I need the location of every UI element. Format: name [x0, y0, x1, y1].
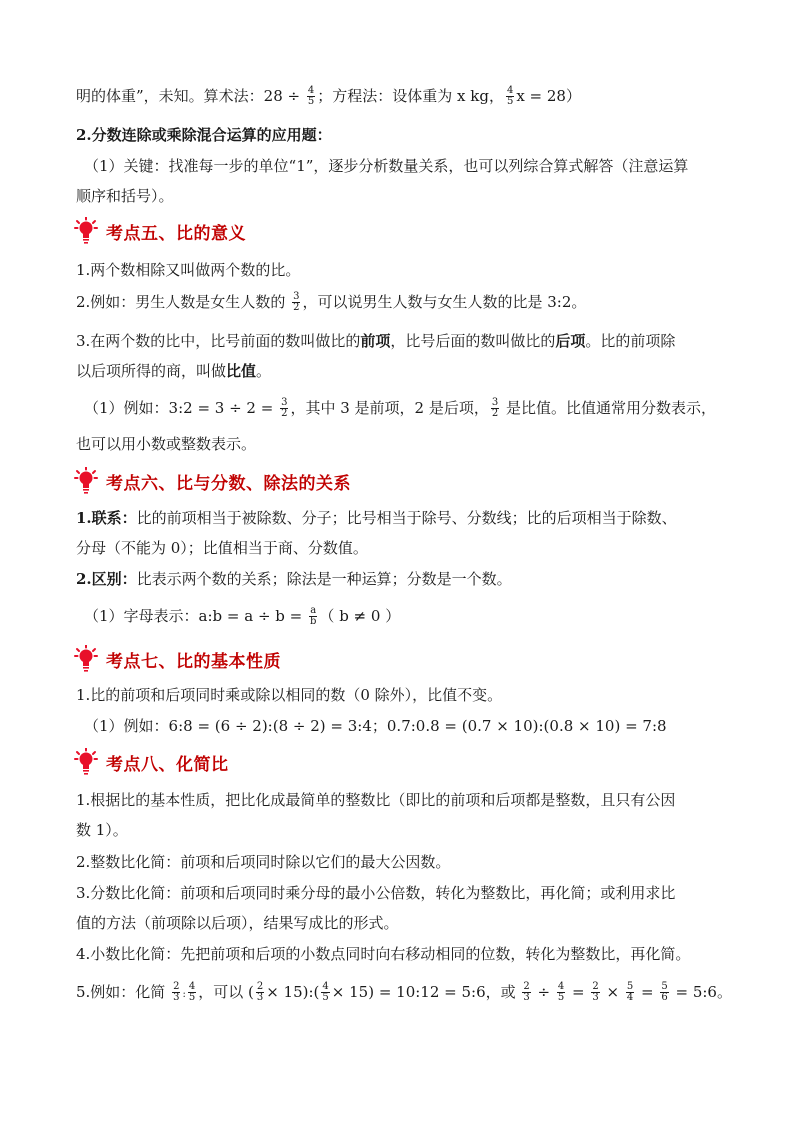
- text-line: 2.例如：男生人数是女生人数的 $\frac{3}{2}$ ，可以说男生人数与女生人数的比是 3:2。: [76, 290, 587, 313]
- heading-title: 考点五、比的意义: [106, 223, 246, 244]
- heading-title: 考点六、比与分数、除法的关系: [106, 473, 351, 494]
- text-line: [76, 125, 332, 145]
- text: ；方程法：设体重为 x kg，: [317, 87, 504, 105]
- lightbulb-icon: [74, 467, 98, 495]
- text-line: 分母（不能为 0）；比值相当于商、分数值。: [76, 539, 368, 557]
- text-line: 1.两个数相除又叫做两个数的比。: [76, 261, 301, 279]
- text-line: 以后项所得的商，叫做比值。: [76, 362, 272, 380]
- text-line: 3.分数比化简：前项和后项同时乘分母的最小公倍数，转化为整数比，再化简；或利用求比: [76, 884, 676, 902]
- section-heading-6: [74, 466, 351, 496]
- text-line: 也可以用小数或整数表示。: [76, 435, 257, 453]
- section-heading-8: [74, 747, 229, 777]
- text-line: 3.在两个数的比中，比号前面的数叫做比的前项，比号后面的数叫做比的后项。比的前项除: [76, 332, 676, 350]
- fraction: $\frac{3}{2}$: [491, 396, 499, 419]
- fraction: $\frac{4}{5}$: [307, 84, 315, 107]
- text-line: （1）例如：3:2 = 3 ÷ 2 = $\frac{3}{2}$ ，其中 3 是前项，2 是后项， $\frac{3}{2}$ 是比值。比值通常用分数表示，: [84, 396, 717, 419]
- section-heading-7: [74, 644, 281, 674]
- text-line: 1.根据比的基本性质，把比化成最简单的整数比（即比的前项和后项都是整数，且只有公因: [76, 791, 676, 809]
- heading-title: 考点七、比的基本性质: [106, 651, 281, 672]
- subheading: 2.分数连除或乘除混合运算的应用题：: [76, 126, 332, 144]
- text: 明的体重”，未知。算术法：28 ÷: [76, 87, 305, 105]
- text-line: （1）字母表示：a:b = a ÷ b = $\frac{a}{b}$ （ b ≠ 0 ）: [84, 604, 401, 627]
- text-line: 值的方法（前项除以后项），结果写成比的形式。: [76, 914, 399, 932]
- fraction: $\frac{4}{5}$: [506, 84, 514, 107]
- text-line: 数 1）。: [76, 821, 128, 839]
- text-line: 5.例如：化简 $\frac{2}{3}$ : $\frac{4}{5}$ ，可以 ( $\frac{2}{3}$ × 15):( $\frac{4}{5}$ × 15) = 10:12 = 5:6，或 $\frac{2}{3}$ ÷ $\frac{4}{5}$ = $\frac{2}{3}$ × $\frac{5}{4}$ = $\frac{5}{6}$ = 5:6。: [76, 980, 732, 1003]
- lightbulb-icon: [74, 645, 98, 673]
- text-line: 1.比的前项和后项同时乘或除以相同的数（0 除外），比值不变。: [76, 686, 503, 704]
- fraction: $\frac{3}{2}$: [281, 396, 288, 419]
- lightbulb-icon: [74, 748, 98, 776]
- fraction: $\frac{3}{2}$: [293, 290, 300, 313]
- heading-title: 考点八、化简比: [106, 754, 229, 775]
- text-line: 1.联系：比的前项相当于被除数、分子；比号相当于除号、分数线；比的后项相当于除数、: [76, 509, 677, 527]
- text-line: 2.区别：比表示两个数的关系；除法是一种运算；分数是一个数。: [76, 570, 512, 588]
- fraction: $\frac{a}{b}$: [310, 604, 317, 627]
- text-line: （1）例如：6:8 = (6 ÷ 2):(8 ÷ 2) = 3:4；0.7:0.8 = (0.7 × 10):(0.8 × 10) = 7:8: [84, 717, 667, 735]
- text-line: 顺序和括号）。: [76, 187, 174, 205]
- text-line: 4.小数比化简：先把前项和后项的小数点同时向右移动相同的位数，转化为整数比，再化简。: [76, 945, 691, 963]
- text-line: （1）关键：找准每一步的单位“1”，逐步分析数量关系，也可以列综合算式解答（注意运算: [84, 157, 689, 175]
- lightbulb-icon: [74, 217, 98, 245]
- text: x = 28）: [516, 87, 581, 105]
- text-line: [76, 86, 581, 108]
- text-line: 2.整数比化简：前项和后项同时除以它们的最大公因数。: [76, 853, 451, 871]
- section-heading-5: [74, 216, 246, 246]
